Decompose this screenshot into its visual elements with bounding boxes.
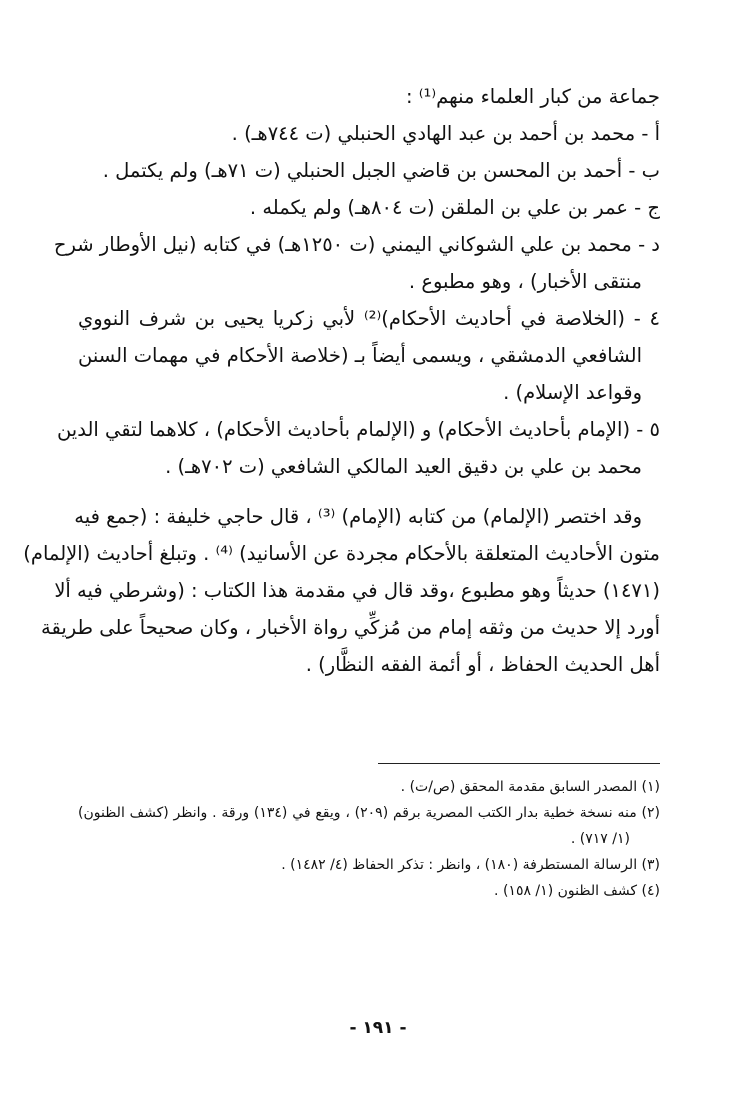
page-number: - ١٩١ - <box>349 1018 407 1038</box>
footnote: (٣) الرسالة المستطرفة (١٨٠) ، وانظر : تذكر الحفاظ (٤/ ١٤٨٢) . <box>281 857 660 873</box>
text-line: محمد بن علي بن دقيق العيد المالكي الشافعي (ت ٧٠٢هـ) . <box>165 455 642 478</box>
text-line: د - محمد بن علي الشوكاني اليمني (ت ١٢٥٠هـ) في كتابه (نيل الأوطار شرح <box>53 233 660 256</box>
text-line: (١٤٧١) حديثاً وهو مطبوع ،وقد قال في مقدمة هذا الكتاب : (وشرطي فيه ألا <box>54 579 660 602</box>
text-line: منتقى الأخبار) ، وهو مطبوع . <box>408 270 642 293</box>
text-line: متون الأحاديث المتعلقة بالأحكام مجردة عن الأسانيد) ⁽⁴⁾ . وتبلغ أحاديث (الإلمام) <box>23 542 660 565</box>
main-text <box>23 78 660 683</box>
text-line: ٥ - (الإمام بأحاديث الأحكام) و (الإلمام بأحاديث الأحكام) ، كلاهما لتقي الدين <box>56 418 660 441</box>
footnote-separator <box>378 763 660 764</box>
text-line: أورد إلا حديث من وثقه إمام من مُزكِّي رواة الأخبار ، وكان صحيحاً على طريقة <box>41 616 660 639</box>
text-line: وقواعد الإسلام) . <box>503 381 642 404</box>
footnote: (٤) كشف الظنون (١/ ١٥٨) . <box>494 883 660 899</box>
footnote-continuation: (١/ ٧١٧) . <box>570 831 630 847</box>
paragraph-gap <box>78 485 660 498</box>
text-line: ب - أحمد بن المحسن بن قاضي الجبل الحنبلي (ت ٧١هـ) ولم يكتمل . <box>102 159 660 182</box>
text-line: ٤ - (الخلاصة في أحاديث الأحكام)⁽²⁾ لأبي زكريا يحيى بن شرف النووي <box>78 307 660 330</box>
footnote: (١) المصدر السابق مقدمة المحقق (ص/ت) . <box>400 779 660 795</box>
footnote: (٢) منه نسخة خطية بدار الكتب المصرية برقم (٢٠٩) ، ويقع في (١٣٤) ورقة . وانظر (كشف الظنون) <box>78 805 660 821</box>
footnotes <box>78 774 660 904</box>
text-line: وقد اختصر (الإلمام) من كتابه (الإمام) ⁽³⁾ ، قال حاجي خليفة : (جمع فيه <box>74 505 642 528</box>
text-line: الشافعي الدمشقي ، ويسمى أيضاً بـ (خلاصة الأحكام في مهمات السنن <box>78 344 642 367</box>
text-line: جماعة من كبار العلماء منهم⁽¹⁾ : <box>405 85 660 108</box>
text-line: ج - عمر بن علي بن الملقن (ت ٨٠٤هـ) ولم يكمله . <box>249 196 660 219</box>
text-line: أ - محمد بن أحمد بن عبد الهادي الحنبلي (ت ٧٤٤هـ) . <box>231 122 660 145</box>
text-line: أهل الحديث الحفاظ ، أو أئمة الفقه النظَّار) . <box>305 653 660 676</box>
